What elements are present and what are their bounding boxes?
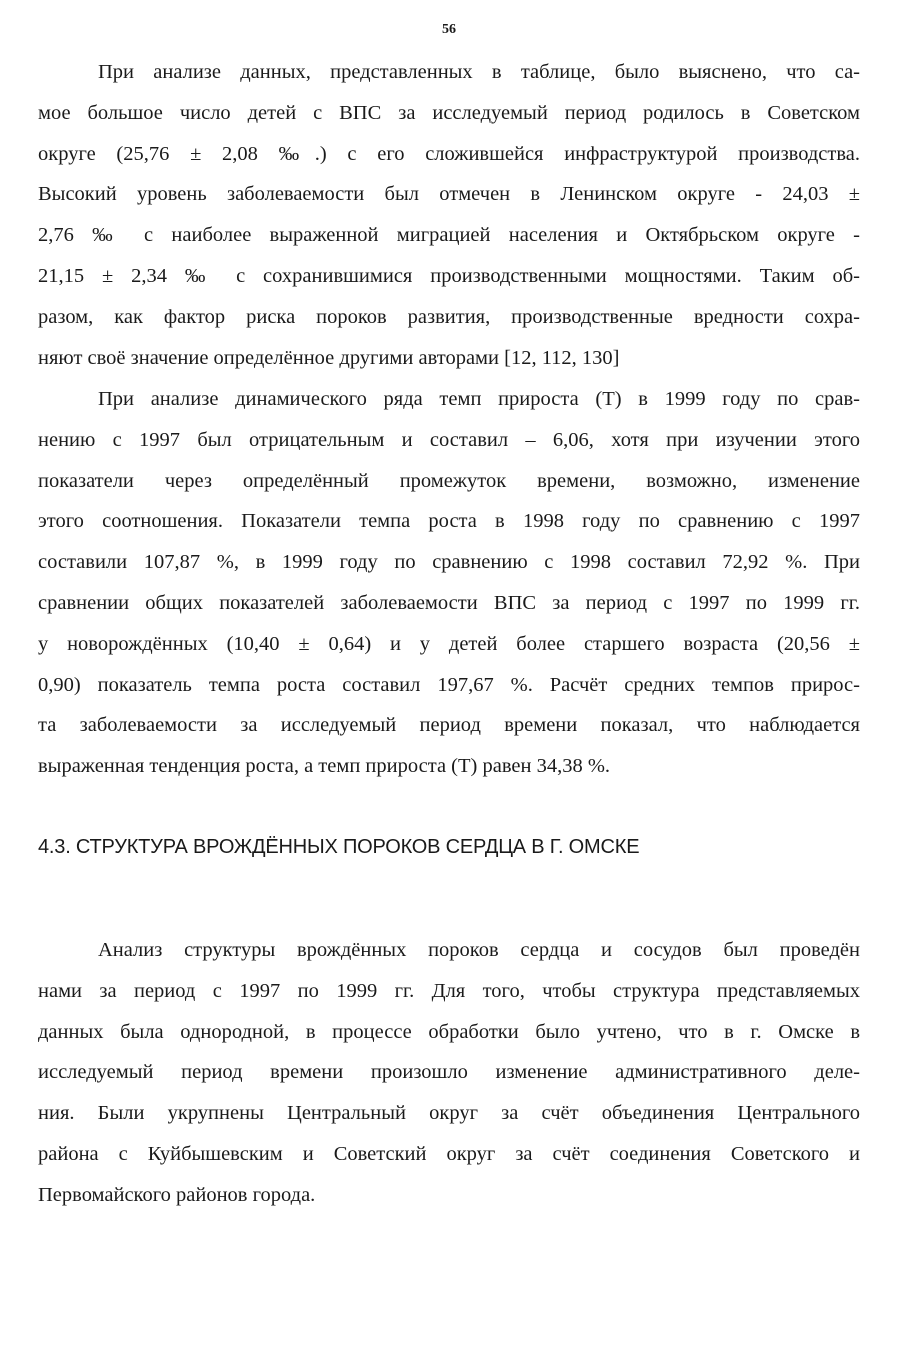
paragraph-line: няют своё значение определённое другими авторами [12, 112, 130] xyxy=(38,346,620,369)
paragraph-line: разом, как фактор риска пороков развития, производственные вредности сохра- xyxy=(38,305,860,328)
paragraph-2 xyxy=(38,379,860,787)
paragraph-line: мое большое число детей с ВПС за исследуемый период родилось в Советском xyxy=(38,101,860,124)
paragraph-line: Первомайского районов города. xyxy=(38,1183,316,1206)
paragraph-1 xyxy=(38,52,860,378)
paragraph-line: у новорождённых (10,40 ± 0,64) и у детей более старшего возраста (20,56 ± xyxy=(38,632,860,655)
paragraph-line: района с Куйбышевским и Советский округ за счёт соединения Советского и xyxy=(38,1142,860,1165)
paragraph-line: При анализе данных, представленных в таблице, было выяснено, что са- xyxy=(98,61,860,83)
paragraph-line: 21,15 ± 2,34 ‰ с сохранившимися производственными мощностями. Таким об- xyxy=(38,264,860,287)
page-number: 56 xyxy=(442,22,456,37)
paragraph-line: выраженная тенденция роста, а темп прироста (Т) равен 34,38 %. xyxy=(38,755,611,778)
paragraph-line: та заболеваемости за исследуемый период времени показал, что наблюдается xyxy=(38,714,860,737)
paragraph-line: составили 107,87 %, в 1999 году по сравнению с 1998 составил 72,92 %. При xyxy=(38,551,860,574)
paragraph-line: сравнении общих показателей заболеваемости ВПС за период с 1997 по 1999 гг. xyxy=(38,591,860,614)
paragraph-line: нами за период с 1997 по 1999 гг. Для того, чтобы структура представляемых xyxy=(38,979,860,1002)
paragraph-line: показатели через определённый промежуток времени, возможно, изменение xyxy=(38,469,860,492)
paragraph-line: данных была однородной, в процессе обработки было учтено, что в г. Омске в xyxy=(38,1020,860,1043)
paragraph-line: Высокий уровень заболеваемости был отмечен в Ленинском округе - 24,03 ± xyxy=(38,183,860,206)
paragraph-3 xyxy=(38,930,860,1216)
paragraph-line: нению с 1997 был отрицательным и составил – 6,06, хотя при изучении этого xyxy=(38,428,860,451)
paragraph-line: При анализе динамического ряда темп прироста (Т) в 1999 году по срав- xyxy=(98,388,860,410)
section-heading: 4.3. СТРУКТУРА ВРОЖДЁННЫХ ПОРОКОВ СЕРДЦА В Г. ОМСКЕ xyxy=(38,836,640,858)
paragraph-line: округе (25,76 ± 2,08 ‰.) с его сложившейся инфраструктурой производства. xyxy=(38,142,860,165)
paragraph-line: Анализ структуры врождённых пороков сердца и сосудов был проведён xyxy=(98,939,860,961)
paragraph-line: ния. Были укрупнены Центральный округ за счёт объединения Центрального xyxy=(38,1102,860,1125)
paragraph-line: 2,76 ‰ с наиболее выраженной миграцией населения и Октябрьском округе - xyxy=(38,224,860,247)
paragraph-line: исследуемый период времени произошло изменение административного деле- xyxy=(38,1061,860,1084)
paragraph-line: этого соотношения. Показатели темпа роста в 1998 году по сравнению с 1997 xyxy=(38,510,860,533)
paragraph-line: 0,90) показатель темпа роста составил 197,67 %. Расчёт средних темпов прирос- xyxy=(38,673,860,696)
